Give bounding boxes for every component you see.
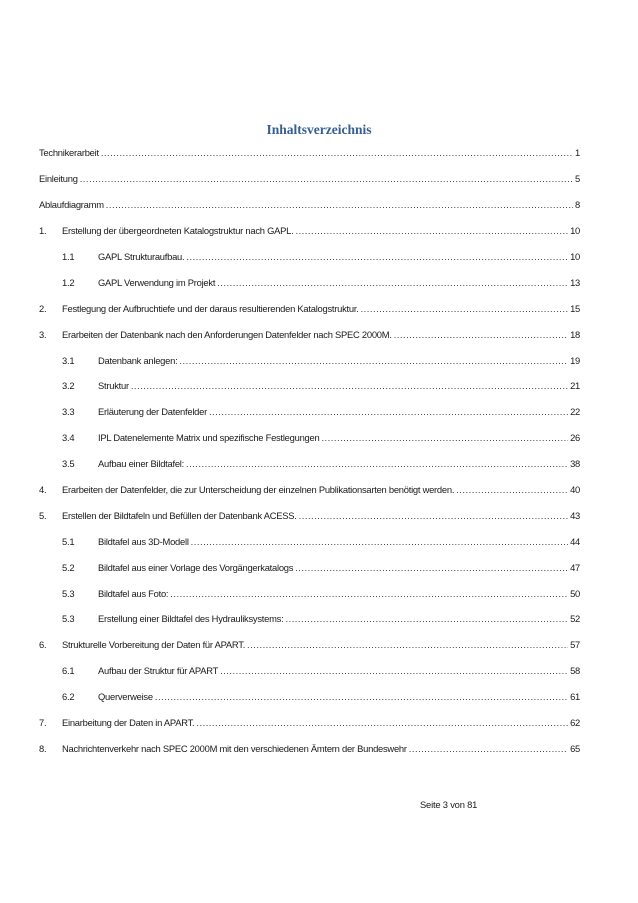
toc-entry-text: Erarbeiten der Datenfelder, die zur Unterscheidung der einzelnen Publikationsarten benötigt werden. (62, 484, 455, 496)
toc-entry-text: Erstellen der Bildtafeln und Befüllen der Datenbank ACESS. (62, 509, 297, 521)
toc-entry[interactable] (39, 502, 580, 528)
toc-entry[interactable] (39, 658, 580, 684)
toc-entry-page: 21 (570, 380, 580, 392)
toc-entry[interactable] (39, 166, 580, 192)
toc-entry[interactable] (39, 477, 580, 503)
toc-leader-dots (101, 147, 573, 158)
toc-entry-text: Strukturelle Vorbereitung der Daten für APART. (62, 639, 246, 651)
toc-entry[interactable] (39, 218, 580, 244)
toc-leader-dots (295, 562, 568, 573)
toc-entry[interactable] (39, 321, 580, 347)
toc-leader-dots (217, 277, 568, 288)
toc-entry-number: 4. (39, 484, 47, 496)
toc-title: Inhaltsverzeichnis (266, 122, 372, 137)
toc-entry-number: 8. (39, 742, 47, 754)
toc-entry-number: 6.2 (62, 691, 75, 703)
toc-entry-page: 58 (570, 665, 580, 677)
page-number-footer: Seite 3 von 81 (420, 799, 478, 810)
toc-entry[interactable] (39, 347, 580, 373)
toc-entry-number: 3.4 (62, 432, 75, 444)
toc-leader-dots (155, 691, 568, 702)
toc-leader-dots (209, 406, 568, 417)
toc-entry-page: 26 (570, 432, 580, 444)
toc-leader-dots (247, 639, 568, 650)
toc-entry[interactable] (39, 192, 580, 218)
toc-entry-page: 62 (570, 717, 580, 729)
toc-leader-dots (191, 536, 568, 547)
toc-entry-number: 3. (39, 328, 47, 340)
toc-entry[interactable] (39, 295, 580, 321)
toc-leader-dots (409, 743, 568, 754)
toc-entry-text: Bildtafel aus Foto: (98, 587, 169, 599)
toc-entry-text: GAPL Verwendung im Projekt (98, 276, 216, 288)
toc-entry-page: 65 (570, 742, 580, 754)
toc-entry-page: 22 (570, 406, 580, 418)
toc-entry[interactable] (39, 580, 580, 606)
toc-entry-number: 1.2 (62, 276, 75, 288)
toc-entry[interactable] (39, 451, 580, 477)
toc-entry-number: 6.1 (62, 665, 75, 677)
toc-entry[interactable] (39, 373, 580, 399)
toc-entry-text: Einleitung (39, 173, 78, 185)
toc-leader-dots (321, 432, 568, 443)
toc-entry[interactable] (39, 244, 580, 270)
toc-leader-dots (170, 588, 568, 599)
toc-entry[interactable] (39, 554, 580, 580)
toc-entry-text: Festlegung der Aufbruchtiefe und der daraus resultierenden Katalogstruktur. (62, 302, 359, 314)
toc-entry-page: 44 (570, 535, 580, 547)
toc-entry[interactable] (39, 140, 580, 166)
toc-entry-number: 5.1 (62, 535, 75, 547)
toc-entry-number: 3.2 (62, 380, 75, 392)
toc-leader-dots (456, 484, 568, 495)
toc-entry-number: 5.2 (62, 561, 75, 573)
toc-entry-number: 2. (39, 302, 47, 314)
toc-entry-text: Ablaufdiagramm (39, 199, 104, 211)
toc-entry-text: Erläuterung der Datenfelder (98, 406, 207, 418)
toc-entry-text: Struktur (98, 380, 129, 392)
toc-entry-text: Erstellung der übergeordneten Katalogstruktur nach GAPL. (62, 225, 294, 237)
toc-leader-dots (394, 329, 568, 340)
toc-leader-dots (186, 458, 568, 469)
toc-entry-page: 50 (570, 587, 580, 599)
toc-entry-page: 57 (570, 639, 580, 651)
toc-entry-text: GAPL Strukturaufbau. (98, 251, 185, 262)
toc-entry-page: 13 (570, 276, 580, 288)
toc-leader-dots (295, 225, 568, 236)
toc-leader-dots (179, 355, 568, 366)
toc-leader-dots (220, 665, 568, 676)
toc-entry-text: Nachrichtenverkehr nach SPEC 2000M mit den verschiedenen Ämtern der Bundeswehr (62, 742, 407, 754)
toc-entry-page: 38 (570, 458, 580, 470)
toc-entry-number: 3.5 (62, 458, 75, 470)
toc-entry-page: 43 (570, 509, 580, 521)
toc-entry-page: 8 (575, 199, 580, 211)
toc-entry-text: Bildtafel aus einer Vorlage des Vorgängerkatalogs (98, 561, 294, 573)
toc-entry-text: Aufbau einer Bildtafel: (98, 458, 184, 470)
toc-leader-dots (106, 199, 573, 210)
toc-entry[interactable] (39, 710, 580, 736)
toc-entry-page: 15 (570, 302, 580, 314)
toc-entry[interactable] (39, 684, 580, 710)
toc-entry-page: 61 (570, 691, 580, 703)
toc-entry-text: Querverweise (98, 691, 153, 703)
toc-entry-number: 6. (39, 639, 47, 651)
toc-entry-text: IPL Datenelemente Matrix und spezifische Festlegungen (98, 432, 320, 444)
toc-leader-dots (361, 303, 569, 314)
toc-entry-page: 40 (570, 484, 580, 496)
toc-entry-page: 5 (575, 173, 580, 185)
toc-entry-number: 7. (39, 717, 47, 729)
toc-entry-page: 10 (570, 251, 580, 262)
toc-entry-page: 18 (570, 328, 580, 340)
toc-entry[interactable] (39, 425, 580, 451)
toc-entry[interactable] (39, 269, 580, 295)
table-of-contents (39, 140, 580, 761)
toc-entry-text: Datenbank anlegen: (98, 354, 178, 366)
toc-leader-dots (80, 173, 573, 184)
toc-entry[interactable] (39, 735, 580, 761)
toc-entry-text: Erstellung einer Bildtafel des Hydrauliksystems: (98, 613, 284, 625)
toc-entry-number: 1. (39, 225, 47, 237)
toc-leader-dots (196, 717, 568, 728)
toc-leader-dots (131, 380, 568, 391)
toc-entry-text: Bildtafel aus 3D-Modell (98, 535, 189, 547)
toc-entry-number: 3.1 (62, 354, 75, 366)
toc-entry-text: Aufbau der Struktur für APART (98, 665, 219, 677)
toc-entry-text: Technikerarbeit (39, 147, 99, 159)
toc-entry-number: 5. (39, 509, 47, 521)
toc-entry[interactable] (39, 528, 580, 554)
toc-entry[interactable] (39, 399, 580, 425)
toc-entry[interactable] (39, 632, 580, 658)
toc-entry-page: 10 (570, 225, 580, 237)
toc-entry-page: 52 (570, 613, 580, 625)
toc-entry-number: 3.3 (62, 406, 75, 418)
toc-entry-number: 5.3 (62, 613, 75, 625)
toc-entry[interactable] (39, 606, 580, 632)
toc-leader-dots (186, 251, 568, 262)
toc-entry-text: Erarbeiten der Datenbank nach den Anforderungen Datenfelder nach SPEC 2000M. (62, 328, 392, 340)
toc-entry-page: 1 (575, 147, 580, 159)
toc-entry-page: 19 (570, 354, 580, 366)
toc-leader-dots (285, 613, 568, 624)
toc-entry-text: Einarbeitung der Daten in APART. (62, 717, 195, 729)
toc-entry-number: 1.1 (62, 251, 75, 262)
toc-entry-number: 5.3 (62, 587, 75, 599)
toc-entry-page: 47 (570, 561, 580, 573)
toc-leader-dots (299, 510, 568, 521)
